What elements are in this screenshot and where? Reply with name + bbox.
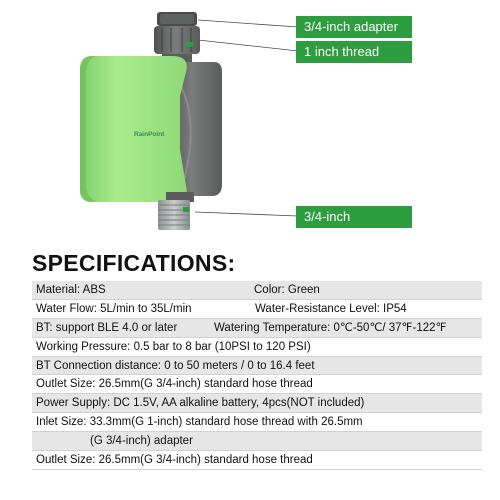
inlet-marker-icon bbox=[186, 42, 193, 47]
specifications-title: SPECIFICATIONS: bbox=[32, 250, 236, 276]
spec-outlet-size: Outlet Size: 26.5mm(G 3/4-inch) standard hose thread bbox=[36, 378, 313, 391]
spec-power-supply: Power Supply: DC 1.5V, AA alkaline battery, 4pcs(NOT included) bbox=[36, 397, 365, 410]
spec-material: Material: ABS bbox=[36, 284, 106, 296]
brand-logo: RainPoint bbox=[134, 131, 165, 138]
spec-bt-distance: BT Connection distance: 0 to 50 meters / 0 to 16.4 feet bbox=[36, 359, 315, 372]
spec-color: Color: Green bbox=[254, 284, 320, 296]
spec-row-bt-distance bbox=[32, 357, 482, 376]
spec-outlet-size-repeat: Outlet Size: 26.5mm(G 3/4-inch) standard hose thread bbox=[36, 454, 313, 467]
spec-inlet-size: Inlet Size: 33.3mm(G 1-inch) standard hose thread with 26.5mm bbox=[36, 416, 363, 429]
leader-line-outlet bbox=[195, 212, 298, 216]
specifications-table bbox=[32, 281, 482, 470]
spec-row-water-flow bbox=[32, 300, 482, 319]
spec-row-outlet-size-2 bbox=[32, 451, 482, 470]
leader-line-adapter bbox=[198, 20, 298, 27]
water-timer-illustration bbox=[0, 0, 500, 245]
spec-water-resistance: Water-Resistance Level: IP54 bbox=[255, 302, 407, 315]
spec-watering-temperature: Watering Temperature: 0℃-50℃/ 37℉-122℉ bbox=[214, 321, 447, 334]
leader-line-thread bbox=[198, 40, 298, 51]
green-body bbox=[80, 56, 187, 202]
product-image bbox=[0, 0, 500, 245]
spec-row-inlet-size-cont bbox=[32, 432, 482, 451]
spec-row-bt bbox=[32, 319, 482, 338]
spec-inlet-size-continued: (G 3/4-inch) adapter bbox=[90, 435, 193, 448]
callout-thread: 1 inch thread bbox=[296, 41, 412, 63]
spec-bt-support: BT: support BLE 4.0 or later bbox=[36, 321, 178, 334]
callout-outlet: 3/4-inch bbox=[296, 206, 412, 228]
callout-adapter: 3/4-inch adapter bbox=[296, 16, 412, 38]
spec-working-pressure: Working Pressure: 0.5 bar to 8 bar (10PSI to 120 PSI) bbox=[36, 340, 311, 353]
spec-row-outlet-size bbox=[32, 375, 482, 394]
spec-row-inlet-size bbox=[32, 413, 482, 432]
spec-row-working-pressure bbox=[32, 338, 482, 357]
outlet-marker-icon bbox=[183, 207, 189, 212]
spec-row-power-supply bbox=[32, 394, 482, 413]
spec-water-flow: Water Flow: 5L/min to 35L/min bbox=[36, 302, 192, 315]
spec-row-material bbox=[32, 281, 482, 300]
